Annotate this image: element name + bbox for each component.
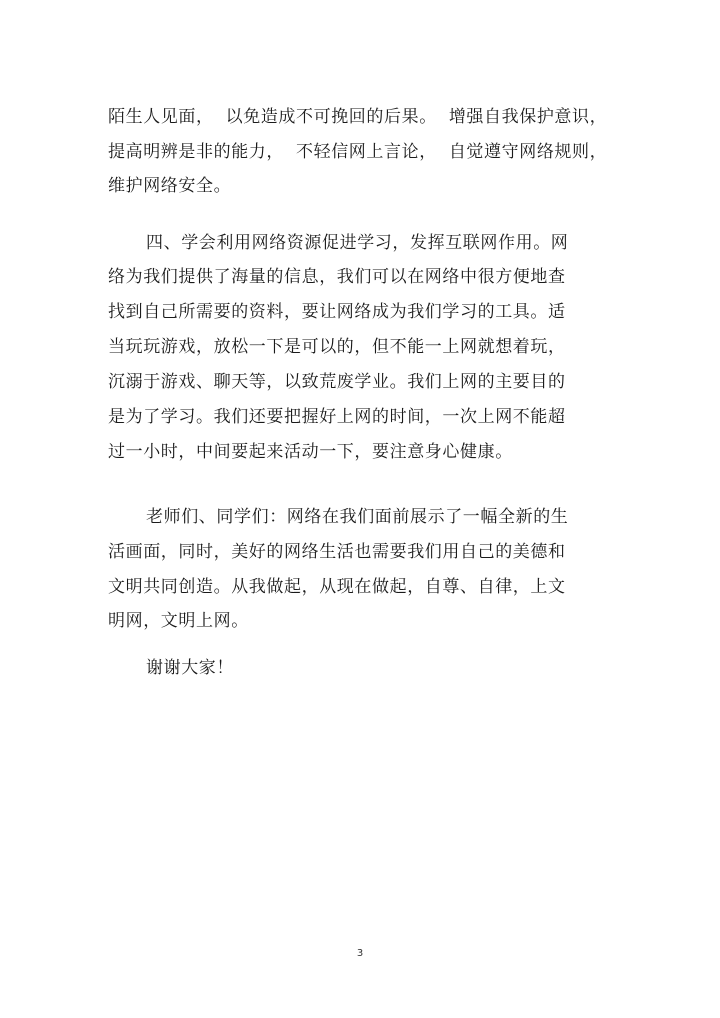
paragraph-1-line-2: 提高明辨是非的能力， 不轻信网上言论， 自觉遵守网络规则， (108, 142, 608, 162)
paragraph-2-line-1: 四、学会利用网络资源促进学习，发挥互联网作用。网 (146, 233, 569, 253)
paragraph-3-line-3: 文明共同创造。从我做起，从现在做起，自尊、自律，上文 (108, 577, 566, 597)
paragraph-2-line-6: 是为了学习。我们还要把握好上网的时间，一次上网不能超 (108, 407, 566, 427)
closing-thanks: 谢谢大家！ (146, 658, 234, 678)
page-number: 3 (356, 948, 364, 959)
paragraph-2-line-5: 沉溺于游戏、聊天等，以致荒废学业。我们上网的主要目的 (108, 372, 566, 392)
paragraph-3-line-4: 明网，文明上网。 (108, 611, 249, 631)
paragraph-1-line-3: 维护网络安全。 (108, 176, 232, 196)
paragraph-2-line-3: 找到自己所需要的资料，要让网络成为我们学习的工具。适 (108, 302, 566, 322)
paragraph-2-line-4: 当玩玩游戏，放松一下是可以的，但不能一上网就想着玩， (108, 337, 566, 357)
paragraph-2-line-7: 过一小时，中间要起来活动一下，要注意身心健康。 (108, 442, 513, 462)
paragraph-3-line-1: 老师们、同学们：网络在我们面前展示了一幅全新的生 (146, 507, 569, 527)
paragraph-3-line-2: 活画面，同时，美好的网络生活也需要我们用自己的美德和 (108, 542, 566, 562)
paragraph-2-line-2: 络为我们提供了海量的信息，我们可以在网络中很方便地查 (108, 267, 566, 287)
paragraph-1-line-1: 陌生人见面， 以免造成不可挽回的后果。 增强自我保护意识， (108, 107, 608, 127)
